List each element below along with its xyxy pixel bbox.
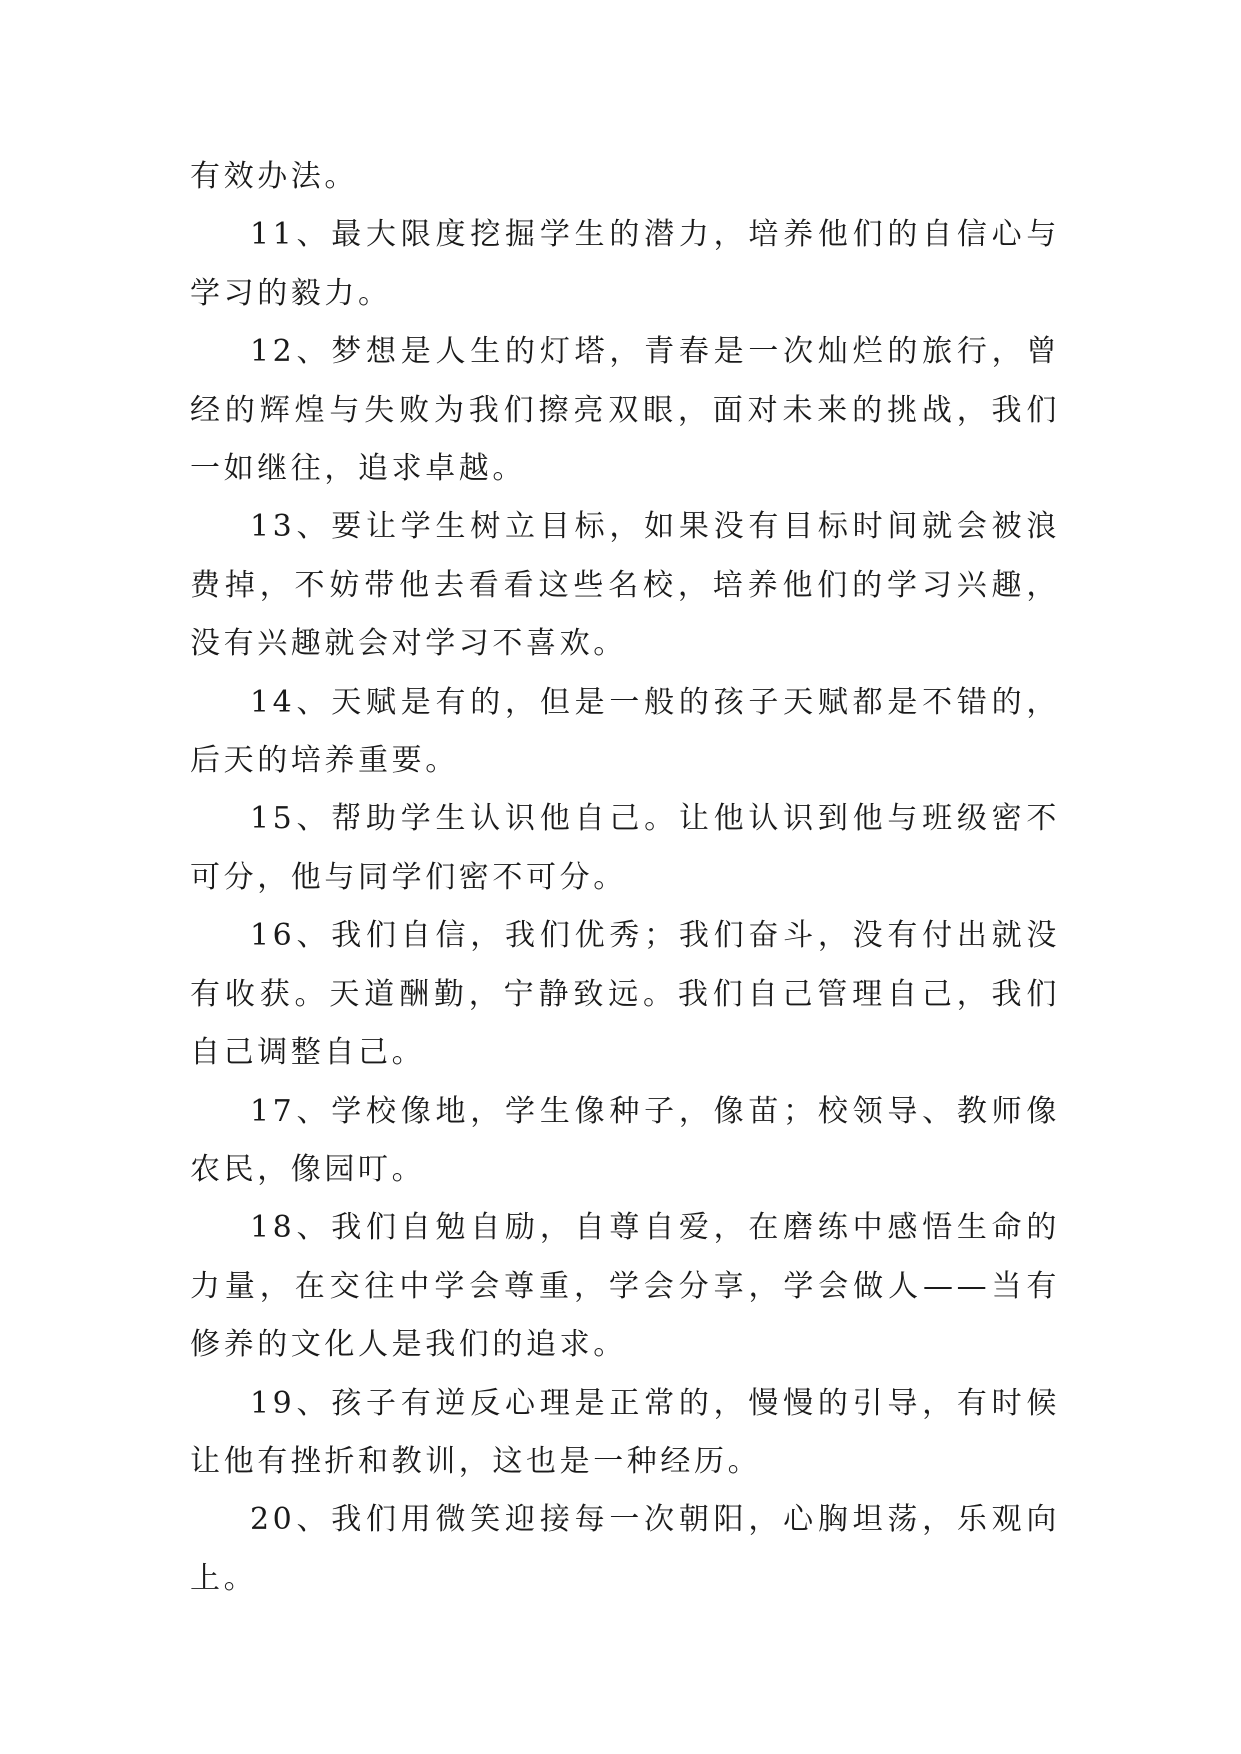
paragraph-14: 14、天赋是有的，但是一般的孩子天赋都是不错的，后天的培养重要。 bbox=[190, 684, 1060, 779]
paragraph-19: 19、孩子有逆反心理是正常的，慢慢的引导，有时候让他有挫折和教训，这也是一种经历。 bbox=[190, 1385, 1060, 1479]
paragraph-continuation: 有效办法。 bbox=[190, 159, 358, 194]
paragraph-11: 11、最大限度挖掘学生的潜力，培养他们的自信心与学习的毅力。 bbox=[190, 217, 1060, 311]
paragraph-15: 15、帮助学生认识他自己。让他认识到他与班级密不可分，他与同学们密不可分。 bbox=[190, 801, 1060, 895]
paragraph-17: 17、学校像地，学生像种子，像苗；校领导、教师像农民，像园叮。 bbox=[190, 1093, 1060, 1187]
paragraph-12: 12、梦想是人生的灯塔，青春是一次灿烂的旅行，曾经的辉煌与失败为我们擦亮双眼，面对未来的挑战，我们一如继往，追求卓越。 bbox=[190, 334, 1060, 487]
paragraph-16: 16、我们自信，我们优秀；我们奋斗，没有付出就没有收获。天道酬勤，宁静致远。我们自己管理自己，我们自己调整自己。 bbox=[190, 918, 1060, 1071]
paragraph-13: 13、要让学生树立目标，如果没有目标时间就会被浪费掉，不妨带他去看看这些名校，培养他们的学习兴趣，没有兴趣就会对学习不喜欢。 bbox=[190, 509, 1060, 662]
document-body bbox=[190, 148, 1060, 1608]
paragraph-18: 18、我们自勉自励，自尊自爱，在磨练中感悟生命的力量，在交往中学会尊重，学会分享，学会做人——当有修养的文化人是我们的追求。 bbox=[190, 1210, 1060, 1363]
paragraph-20: 20、我们用微笑迎接每一次朝阳，心胸坦荡，乐观向上。 bbox=[190, 1502, 1060, 1596]
